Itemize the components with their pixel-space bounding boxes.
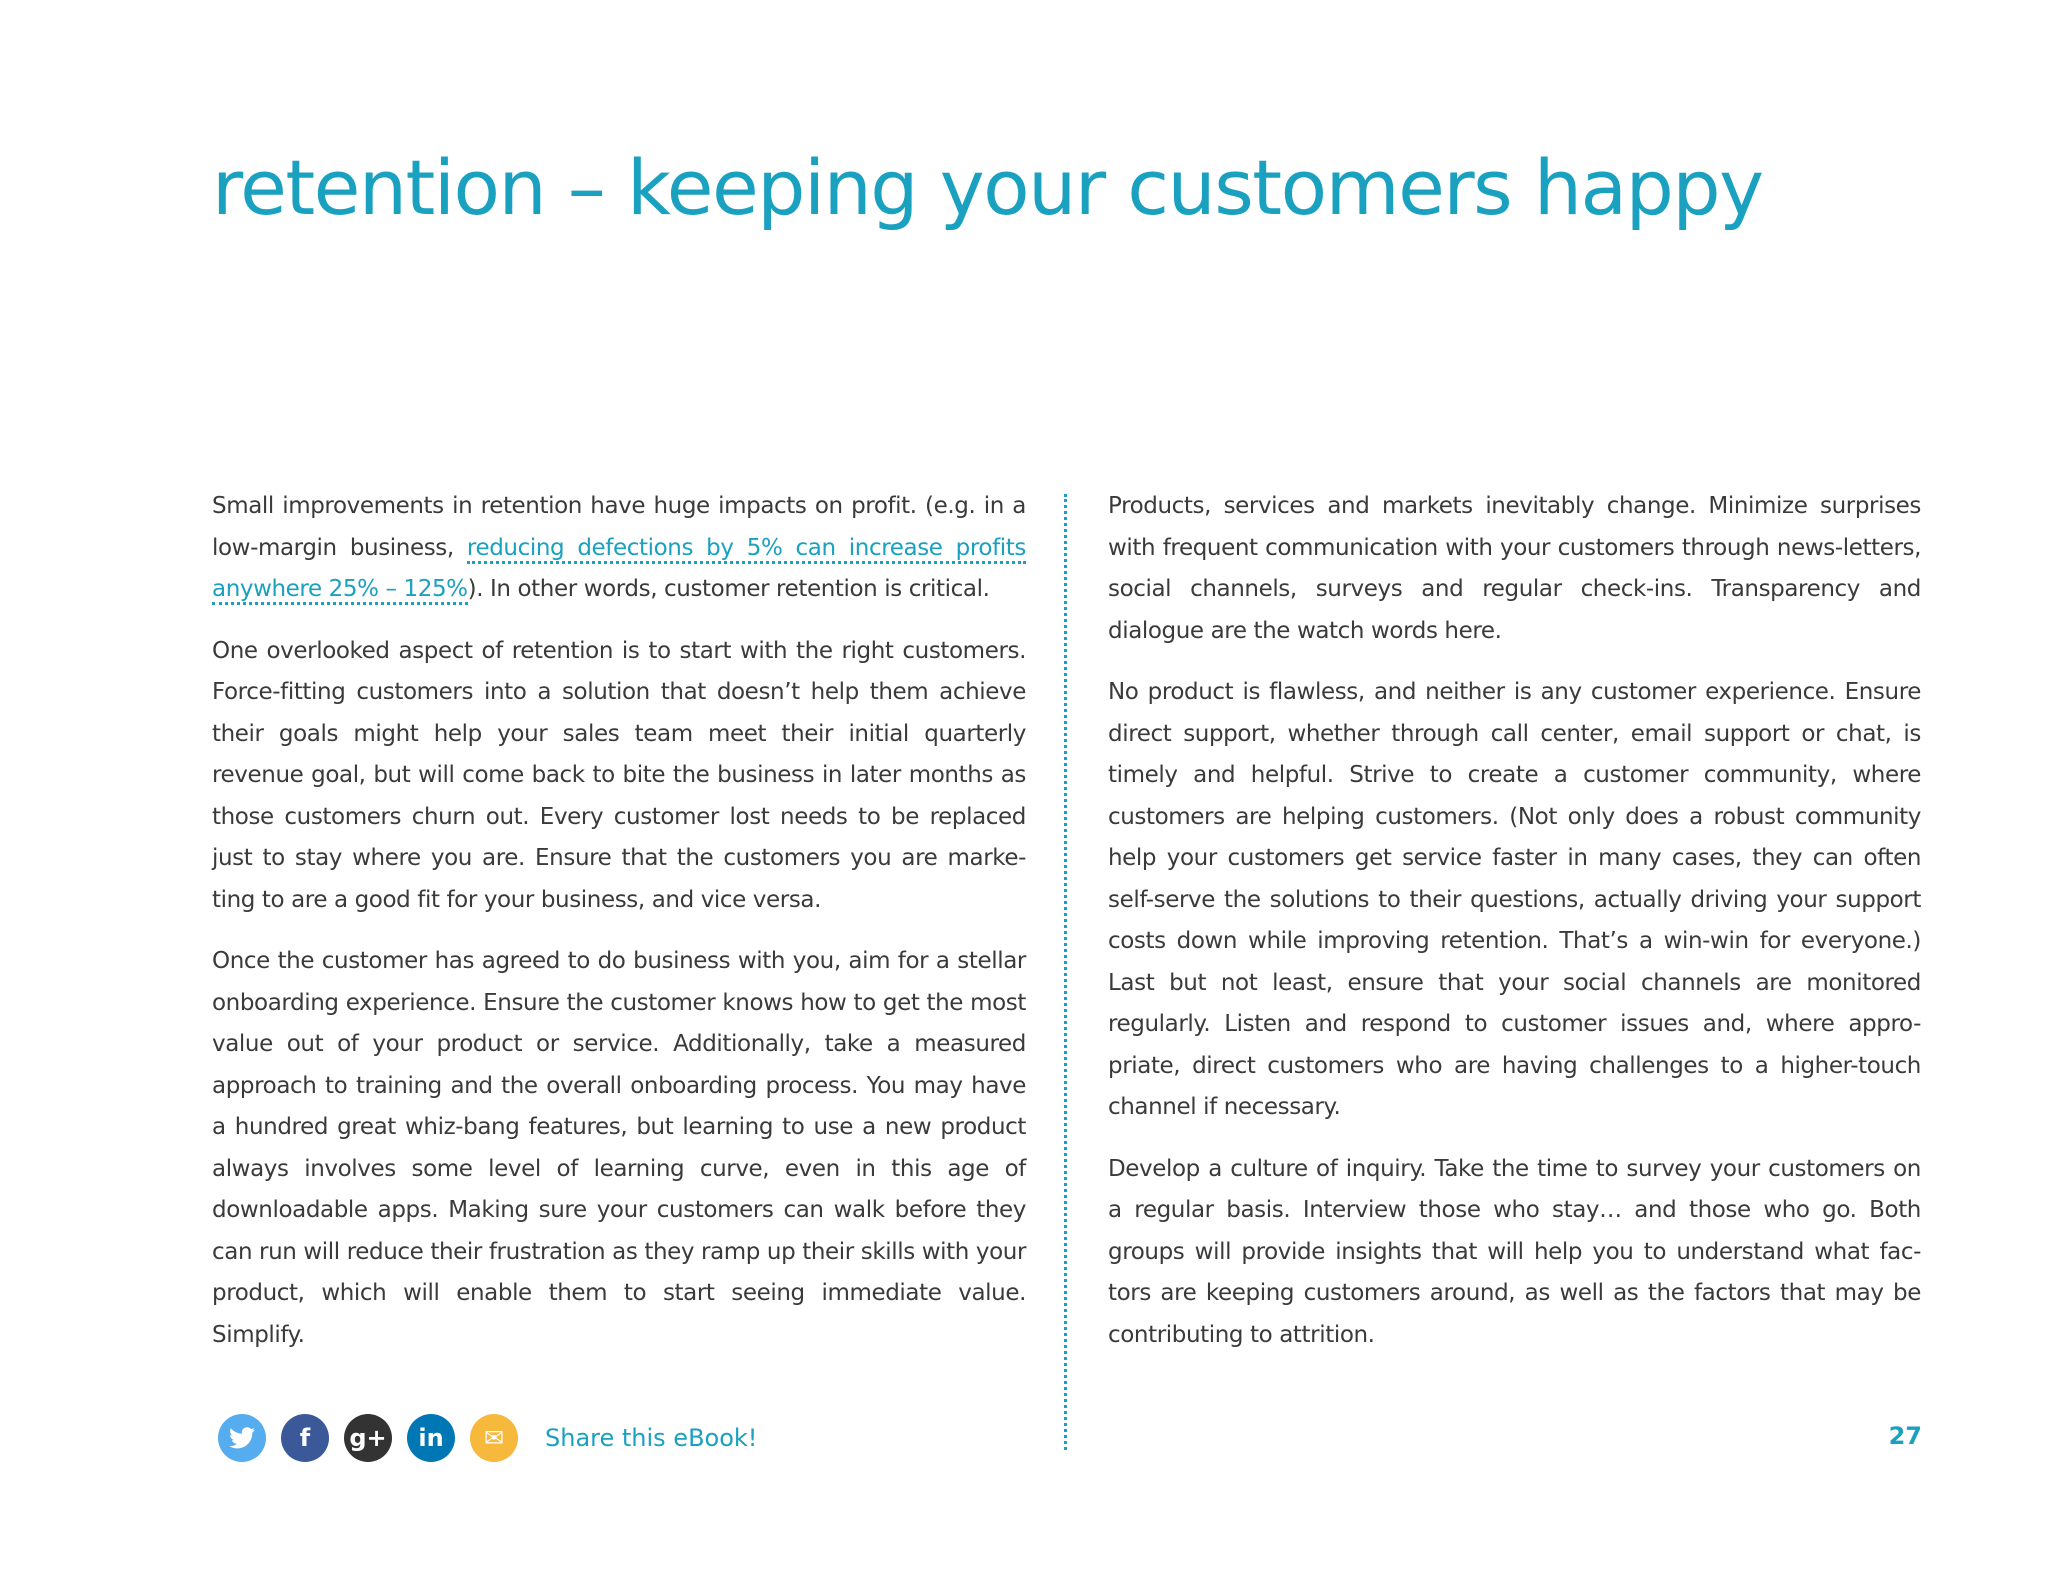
linkedin-icon[interactable]: in xyxy=(407,1414,455,1462)
defections-stat-link[interactable]: reducing defections by 5% can increase profits anywhere 25% – 125% xyxy=(212,535,1026,606)
left-paragraph-3: Once the customer has agreed to do business with you, aim for a stellar onboarding experience. Ensure the customer knows how to get the most value out of your product or service. Additionally, take a measured approach to training and the overall onboarding process. You may have a hundred great whiz-bang features, but learning to use a new product always involves some level of learning curve, even in this age of downloadable apps. Making sure your customers can walk before they can run will reduce their frustration as they ramp up their skills with your product, which will enable them to start seeing immediate value. Simplify. xyxy=(212,948,1026,1348)
share-ebook-link[interactable]: Share this eBook! xyxy=(545,1424,758,1452)
left-paragraph-1 xyxy=(212,486,1026,611)
email-icon[interactable]: ✉ xyxy=(470,1414,518,1462)
twitter-icon[interactable] xyxy=(218,1414,266,1462)
page-title: retention – keeping your customers happy xyxy=(212,143,1763,232)
twitter-bird-glyph xyxy=(229,1427,255,1449)
right-paragraph-3: Develop a culture of inquiry. Take the time to survey your customers on a regular basis. Interview those who stay… and those who go. Both groups will provide insights that will help you to understand what fac-tors are keeping customers around, as well as the factors that may be contributing to attrition. xyxy=(1108,1155,1921,1348)
right-paragraph-1: Products, services and markets inevitably change. Minimize surprises with frequent communication with your customers through news-letters, social channels, surveys and regular check-ins. Transparency and dialogue are the watch words here. xyxy=(1108,493,1921,644)
facebook-icon[interactable]: f xyxy=(281,1414,329,1462)
google-plus-icon[interactable]: g+ xyxy=(344,1414,392,1462)
left-column xyxy=(212,486,1026,1376)
share-bar xyxy=(218,1414,757,1462)
right-column xyxy=(1108,486,1921,1376)
left-p1-text-before: Small improvements in retention have huge impacts on profit. (e.g. in a low-margin business, xyxy=(212,493,1026,561)
right-paragraph-2: No product is flawless, and neither is any customer experience. Ensure direct support, whether through call center, email support or chat, is timely and helpful. Strive to create a customer community, where customers are helping customers. (Not only does a robust community help your customers get service faster in many cases, they can often self-serve the solutions to their questions, actually driving your support costs down while improving retention. That’s a win-win for everyone.) Last but not least, ensure that your social channels are monitored regularly. Listen and respond to customer issues and, where appro-priate, direct customers who are having challenges to a higher-touch channel if necessary. xyxy=(1108,679,1921,1120)
left-p1-text-after: ). In other words, customer retention is critical. xyxy=(467,576,990,602)
page-number: 27 xyxy=(1888,1422,1922,1450)
column-divider xyxy=(1064,494,1067,1450)
left-paragraph-2: One overlooked aspect of retention is to start with the right customers. Force-fitting customers into a solution that doesn’t help them achieve their goals might help your sales team meet their initial quarterly revenue goal, but will come back to bite the business in later months as those customers churn out. Every customer lost needs to be replaced just to stay where you are. Ensure that the customers you are marke-ting to are a good fit for your business, and vice versa. xyxy=(212,637,1026,913)
